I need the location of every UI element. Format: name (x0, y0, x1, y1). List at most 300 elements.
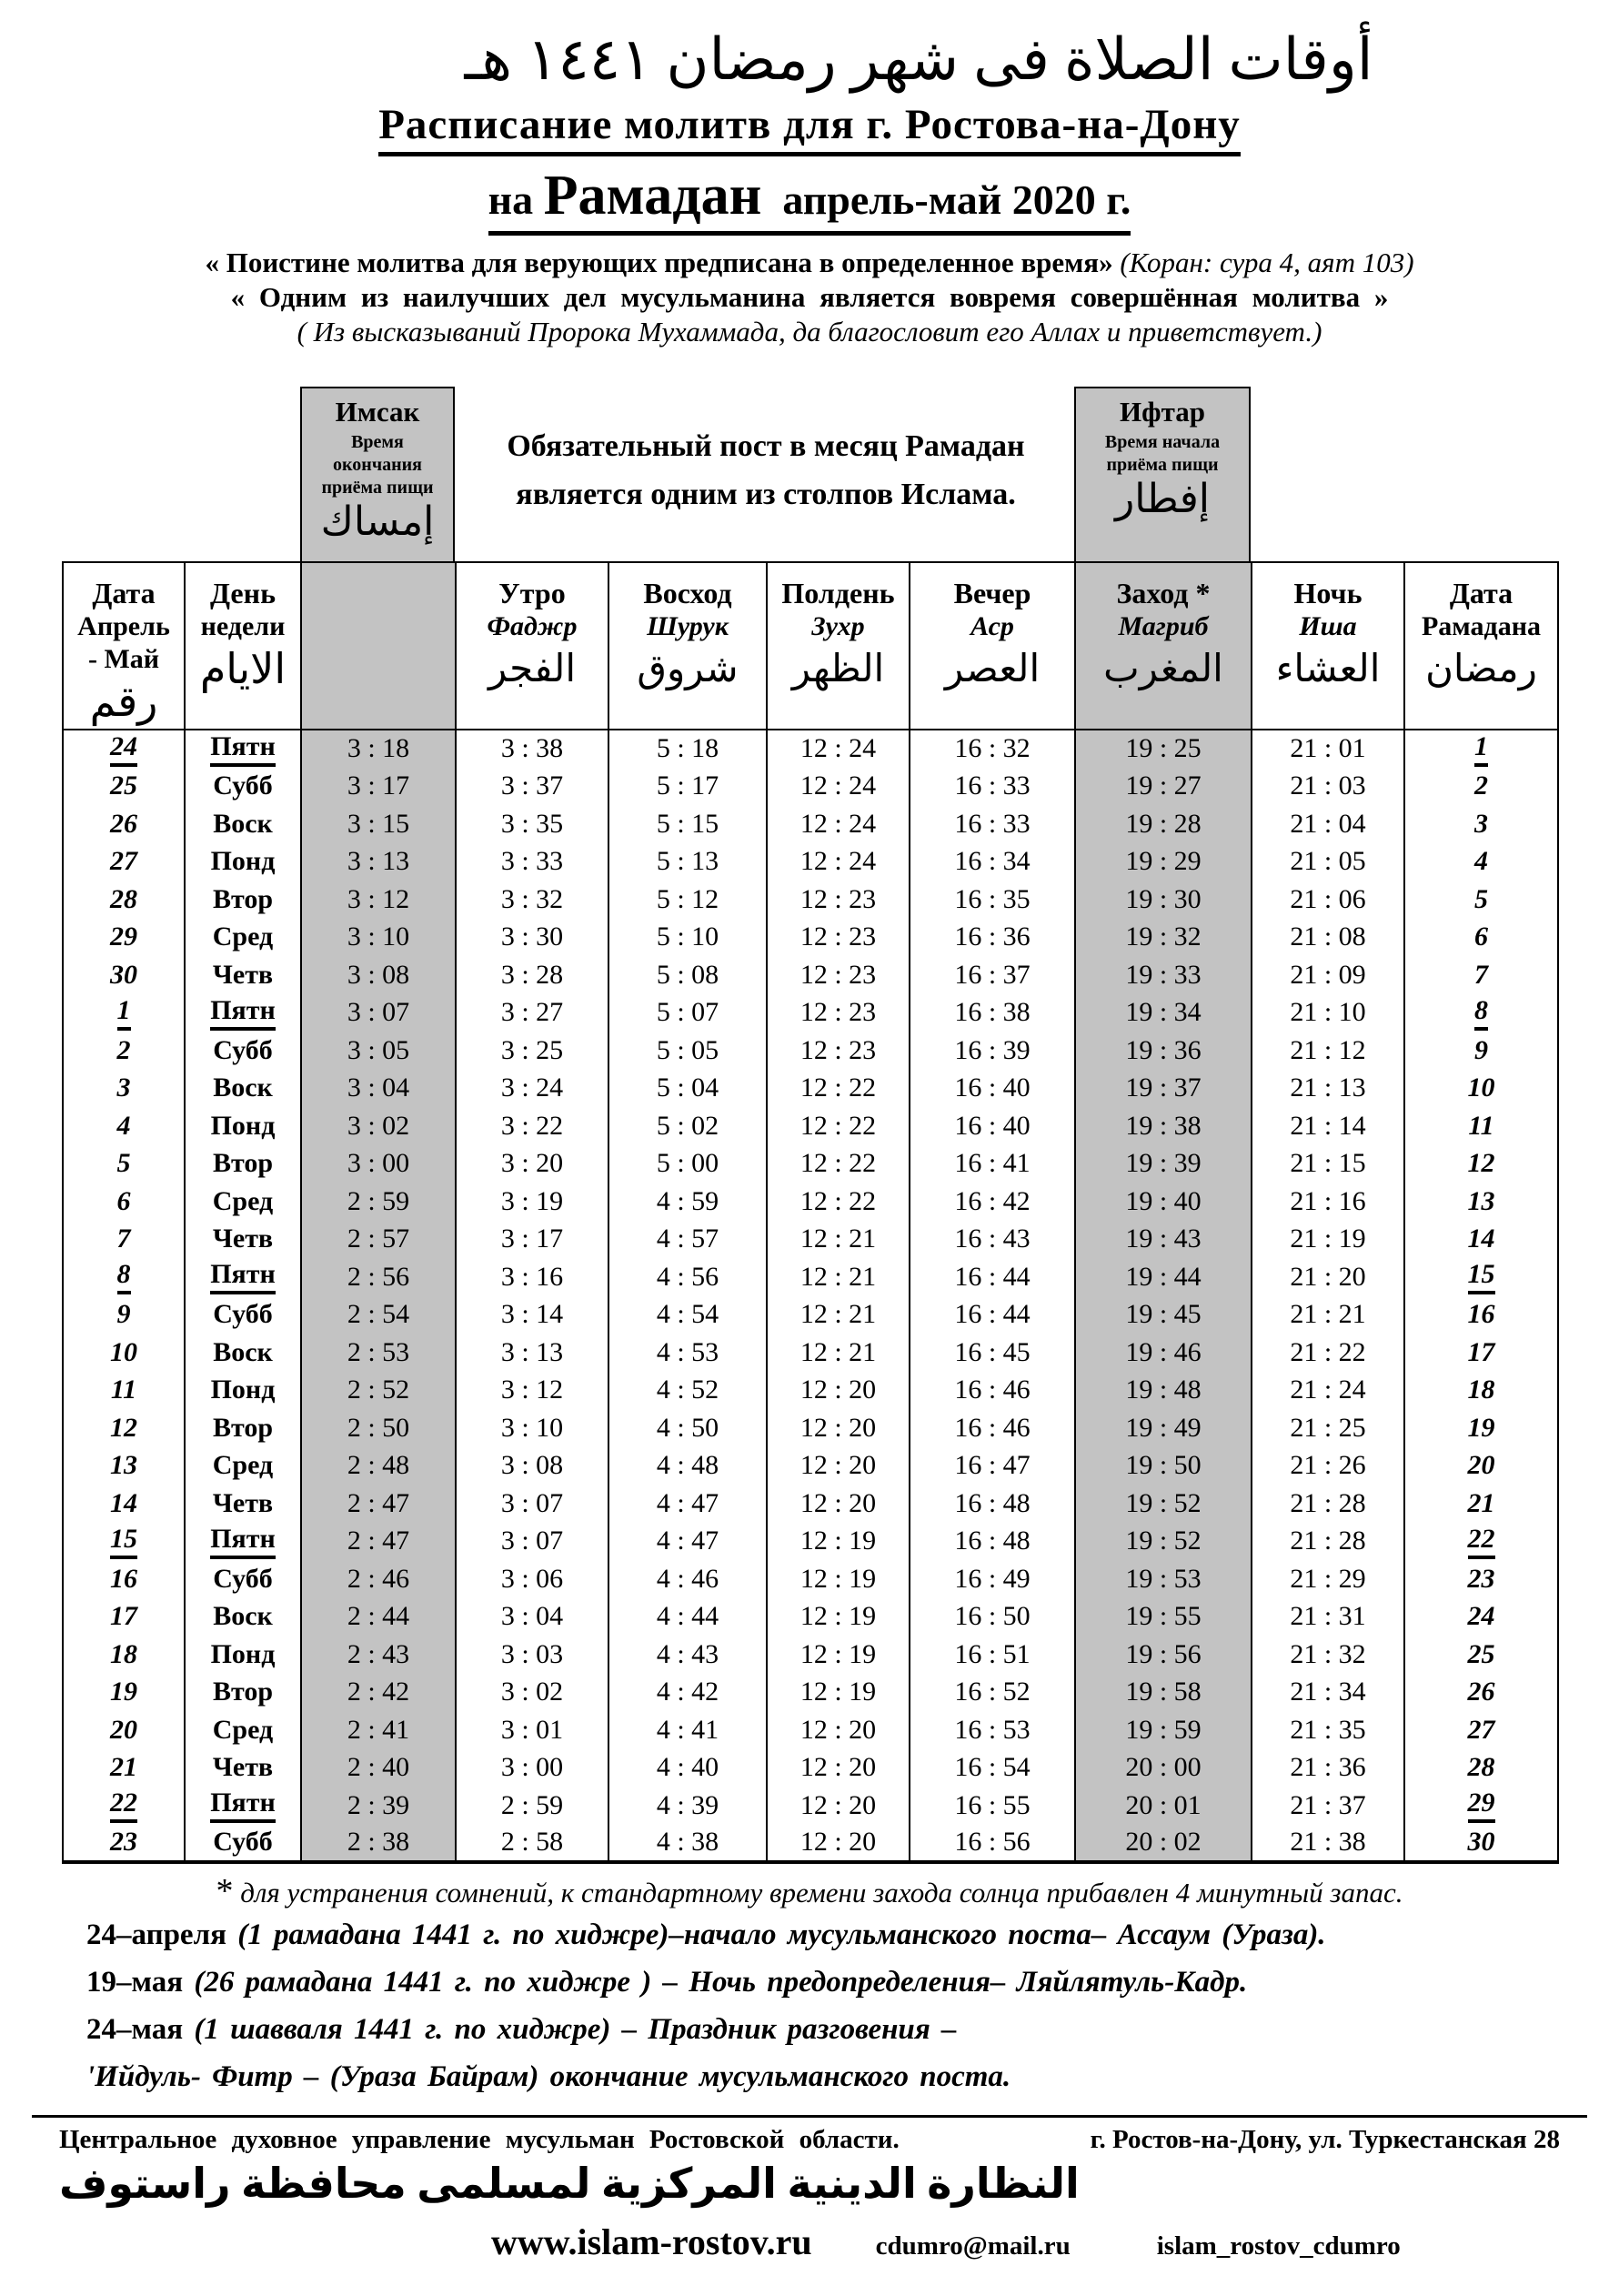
cell-fajr: 3 : 16 (456, 1258, 608, 1296)
cell-date: 16 (63, 1560, 185, 1598)
cell-imsak: 3 : 13 (301, 843, 456, 881)
cell-shuruk: 4 : 41 (608, 1711, 767, 1749)
cell-isha: 21 : 19 (1252, 1221, 1404, 1259)
table-row (63, 768, 1558, 806)
cell-maghrib: 20 : 02 (1075, 1825, 1252, 1863)
cell-isha: 21 : 26 (1252, 1447, 1404, 1485)
cell-asr: 16 : 40 (910, 1070, 1075, 1108)
cell-day: Субб (185, 1032, 301, 1070)
cell-zuhr: 12 : 22 (767, 1070, 910, 1108)
cell-imsak: 3 : 12 (301, 881, 456, 919)
cell-maghrib: 19 : 44 (1075, 1258, 1252, 1296)
cell-shuruk: 5 : 12 (608, 881, 767, 919)
cell-fajr: 3 : 10 (456, 1409, 608, 1447)
cell-isha: 21 : 28 (1252, 1485, 1404, 1523)
cell-fajr: 3 : 33 (456, 843, 608, 881)
cell-imsak: 2 : 53 (301, 1334, 456, 1372)
cell-asr: 16 : 44 (910, 1258, 1075, 1296)
quote-koran (0, 247, 1619, 279)
cell-shuruk: 4 : 56 (608, 1258, 767, 1296)
table-row (63, 1598, 1558, 1636)
cell-shuruk: 4 : 52 (608, 1372, 767, 1410)
cell-fajr: 3 : 30 (456, 919, 608, 957)
cell-ramadan: 3 (1404, 805, 1558, 843)
cell-maghrib: 19 : 38 (1075, 1107, 1252, 1145)
cell-zuhr: 12 : 24 (767, 843, 910, 881)
cell-maghrib: 19 : 36 (1075, 1032, 1252, 1070)
cell-day: Втор (185, 1674, 301, 1712)
header-zuhr: Полдень Зухр الظهر (767, 562, 910, 730)
cell-maghrib: 20 : 01 (1075, 1787, 1252, 1825)
title-main-text: Расписание молитв для г. Ростова-на-Дону (378, 100, 1241, 156)
cell-asr: 16 : 45 (910, 1334, 1075, 1372)
table-row (63, 1334, 1558, 1372)
cell-day: Воск (185, 1334, 301, 1372)
cell-imsak: 2 : 54 (301, 1296, 456, 1334)
cell-isha: 21 : 24 (1252, 1372, 1404, 1410)
cell-maghrib: 19 : 50 (1075, 1447, 1252, 1485)
cell-isha: 21 : 14 (1252, 1107, 1404, 1145)
table-row (63, 1372, 1558, 1410)
cell-fajr: 3 : 27 (456, 994, 608, 1032)
table-row (63, 1145, 1558, 1183)
cell-asr: 16 : 51 (910, 1636, 1075, 1674)
cell-imsak: 2 : 50 (301, 1409, 456, 1447)
cell-imsak: 3 : 07 (301, 994, 456, 1032)
footnote-fast-start: 24–апреля (1 рамадана 1441 г. по хиджре)–начало мусульманского поста– Ассаум (Ураза). (86, 1918, 1326, 1951)
table-row (63, 843, 1558, 881)
cell-ramadan: 15 (1404, 1258, 1558, 1296)
cell-isha: 21 : 22 (1252, 1334, 1404, 1372)
cell-zuhr: 12 : 23 (767, 919, 910, 957)
cell-shuruk: 4 : 47 (608, 1485, 767, 1523)
cell-zuhr: 12 : 21 (767, 1258, 910, 1296)
cell-isha: 21 : 12 (1252, 1032, 1404, 1070)
cell-zuhr: 12 : 21 (767, 1221, 910, 1259)
header-maghrib: Заход * Магриб المغرب (1075, 562, 1252, 730)
iftar-box (1074, 387, 1251, 561)
cell-asr: 16 : 42 (910, 1183, 1075, 1221)
cell-date: 28 (63, 881, 185, 919)
cell-ramadan: 25 (1404, 1636, 1558, 1674)
cell-isha: 21 : 28 (1252, 1523, 1404, 1561)
cell-fajr: 3 : 07 (456, 1485, 608, 1523)
cell-asr: 16 : 47 (910, 1447, 1075, 1485)
cell-imsak: 3 : 00 (301, 1145, 456, 1183)
cell-zuhr: 12 : 23 (767, 956, 910, 994)
prayer-timetable (62, 561, 1559, 1864)
cell-date: 23 (63, 1825, 185, 1863)
cell-shuruk: 4 : 54 (608, 1296, 767, 1334)
header-isha: Ночь Иша العشاء (1252, 562, 1404, 730)
table-row (63, 1523, 1558, 1561)
cell-shuruk: 5 : 02 (608, 1107, 767, 1145)
cell-zuhr: 12 : 24 (767, 768, 910, 806)
cell-day: Субб (185, 1825, 301, 1863)
cell-isha: 21 : 34 (1252, 1674, 1404, 1712)
cell-date: 30 (63, 956, 185, 994)
cell-asr: 16 : 56 (910, 1825, 1075, 1863)
table-row (63, 805, 1558, 843)
cell-zuhr: 12 : 22 (767, 1145, 910, 1183)
cell-ramadan: 8 (1404, 994, 1558, 1032)
cell-fajr: 3 : 13 (456, 1334, 608, 1372)
cell-fajr: 3 : 01 (456, 1711, 608, 1749)
cell-date: 14 (63, 1485, 185, 1523)
cell-imsak: 2 : 38 (301, 1825, 456, 1863)
subtitle-ramadan: Рамадан (543, 165, 762, 227)
fasting-statement-line2: является одним из столпов Ислама. (516, 477, 1016, 511)
cell-day: Пятн (185, 1523, 301, 1561)
cell-asr: 16 : 38 (910, 994, 1075, 1032)
cell-date: 15 (63, 1523, 185, 1561)
cell-day: Пятн (185, 1258, 301, 1296)
cell-fajr: 2 : 58 (456, 1825, 608, 1863)
cell-isha: 21 : 09 (1252, 956, 1404, 994)
cell-date: 11 (63, 1372, 185, 1410)
cell-imsak: 2 : 46 (301, 1560, 456, 1598)
cell-shuruk: 5 : 10 (608, 919, 767, 957)
header-asr: Вечер Аср العصر (910, 562, 1075, 730)
cell-day: Пятн (185, 1787, 301, 1825)
cell-ramadan: 26 (1404, 1674, 1558, 1712)
cell-shuruk: 5 : 07 (608, 994, 767, 1032)
cell-isha: 21 : 08 (1252, 919, 1404, 957)
imsak-description: Время окончания приёма пищи (321, 432, 434, 498)
cell-fajr: 3 : 02 (456, 1674, 608, 1712)
cell-maghrib: 19 : 59 (1075, 1711, 1252, 1749)
cell-shuruk: 4 : 47 (608, 1523, 767, 1561)
cell-imsak: 3 : 15 (301, 805, 456, 843)
cell-ramadan: 2 (1404, 768, 1558, 806)
header-row (63, 562, 1558, 730)
cell-asr: 16 : 48 (910, 1523, 1075, 1561)
footer-address: г. Ростов-на-Дону, ул. Туркестанская 28 (1090, 2125, 1560, 2154)
cell-ramadan: 18 (1404, 1372, 1558, 1410)
cell-ramadan: 21 (1404, 1485, 1558, 1523)
quote-hadith-source: ( Из высказываний Пророка Мухаммада, да благословит его Аллах и приветствует.) (297, 316, 1322, 347)
footnote-sunset: * для устранения сомнений, к стандартному времени захода солнца прибавлен 4 минутный запас. (216, 1872, 1403, 1910)
cell-asr: 16 : 35 (910, 881, 1075, 919)
cell-shuruk: 4 : 42 (608, 1674, 767, 1712)
cell-fajr: 3 : 25 (456, 1032, 608, 1070)
cell-maghrib: 19 : 27 (1075, 768, 1252, 806)
table-row (63, 1636, 1558, 1674)
cell-zuhr: 12 : 20 (767, 1485, 910, 1523)
asterisk: * (216, 1872, 234, 1910)
cell-day: Субб (185, 768, 301, 806)
cell-day: Сред (185, 919, 301, 957)
cell-date: 21 (63, 1749, 185, 1787)
cell-date: 26 (63, 805, 185, 843)
cell-zuhr: 12 : 20 (767, 1409, 910, 1447)
cell-fajr: 3 : 32 (456, 881, 608, 919)
table-row (63, 1825, 1558, 1863)
cell-imsak: 2 : 52 (301, 1372, 456, 1410)
cell-ramadan: 12 (1404, 1145, 1558, 1183)
cell-shuruk: 4 : 48 (608, 1447, 767, 1485)
fasting-statement-line1: Обязательный пост в месяц Рамадан (507, 429, 1025, 463)
cell-day: Субб (185, 1296, 301, 1334)
cell-ramadan: 6 (1404, 919, 1558, 957)
cell-maghrib: 19 : 56 (1075, 1636, 1252, 1674)
cell-fajr: 3 : 24 (456, 1070, 608, 1108)
cell-shuruk: 4 : 59 (608, 1183, 767, 1221)
cell-date: 9 (63, 1296, 185, 1334)
footer-email: cdumro@mail.ru (875, 2231, 1071, 2261)
footer-org-line (59, 2125, 1560, 2155)
cell-imsak: 2 : 43 (301, 1636, 456, 1674)
cell-zuhr: 12 : 19 (767, 1523, 910, 1561)
cell-asr: 16 : 41 (910, 1145, 1075, 1183)
cell-zuhr: 12 : 19 (767, 1560, 910, 1598)
cell-shuruk: 4 : 46 (608, 1560, 767, 1598)
cell-zuhr: 12 : 21 (767, 1296, 910, 1334)
cell-day: Понд (185, 1636, 301, 1674)
cell-imsak: 2 : 42 (301, 1674, 456, 1712)
cell-shuruk: 4 : 38 (608, 1825, 767, 1863)
cell-fajr: 3 : 00 (456, 1749, 608, 1787)
cell-isha: 21 : 04 (1252, 805, 1404, 843)
cell-asr: 16 : 40 (910, 1107, 1075, 1145)
table-row (63, 1787, 1558, 1825)
cell-asr: 16 : 49 (910, 1560, 1075, 1598)
cell-zuhr: 12 : 23 (767, 1032, 910, 1070)
table-row (63, 1674, 1558, 1712)
table-row (63, 919, 1558, 957)
cell-fajr: 3 : 03 (456, 1636, 608, 1674)
cell-imsak: 2 : 47 (301, 1485, 456, 1523)
cell-asr: 16 : 46 (910, 1372, 1075, 1410)
cell-ramadan: 7 (1404, 956, 1558, 994)
cell-ramadan: 1 (1404, 730, 1558, 768)
cell-asr: 16 : 43 (910, 1221, 1075, 1259)
cell-asr: 16 : 50 (910, 1598, 1075, 1636)
table-row (63, 1070, 1558, 1108)
cell-date: 3 (63, 1070, 185, 1108)
cell-day: Четв (185, 956, 301, 994)
cell-maghrib: 19 : 30 (1075, 881, 1252, 919)
cell-asr: 16 : 48 (910, 1485, 1075, 1523)
cell-imsak: 2 : 41 (301, 1711, 456, 1749)
cell-maghrib: 19 : 34 (1075, 994, 1252, 1032)
cell-ramadan: 5 (1404, 881, 1558, 919)
cell-maghrib: 19 : 29 (1075, 843, 1252, 881)
table-row (63, 1409, 1558, 1447)
subtitle-suffix: апрель-май 2020 г. (782, 176, 1131, 223)
iftar-description: Время начала приёма пищи (1104, 432, 1221, 475)
table-row (63, 1183, 1558, 1221)
cell-imsak: 2 : 44 (301, 1598, 456, 1636)
cell-shuruk: 5 : 00 (608, 1145, 767, 1183)
cell-day: Сред (185, 1183, 301, 1221)
cell-imsak: 3 : 18 (301, 730, 456, 768)
cell-asr: 16 : 54 (910, 1749, 1075, 1787)
cell-maghrib: 19 : 53 (1075, 1560, 1252, 1598)
cell-date: 12 (63, 1409, 185, 1447)
cell-imsak: 3 : 08 (301, 956, 456, 994)
cell-isha: 21 : 15 (1252, 1145, 1404, 1183)
cell-imsak: 3 : 17 (301, 768, 456, 806)
cell-ramadan: 22 (1404, 1523, 1558, 1561)
cell-day: Понд (185, 843, 301, 881)
cell-isha: 21 : 21 (1252, 1296, 1404, 1334)
header-ramadan-date: Дата Рамадана رمضان (1404, 562, 1558, 730)
cell-maghrib: 19 : 52 (1075, 1523, 1252, 1561)
cell-maghrib: 19 : 32 (1075, 919, 1252, 957)
cell-ramadan: 29 (1404, 1787, 1558, 1825)
cell-ramadan: 20 (1404, 1447, 1558, 1485)
cell-fajr: 3 : 17 (456, 1221, 608, 1259)
cell-date: 18 (63, 1636, 185, 1674)
cell-maghrib: 19 : 39 (1075, 1145, 1252, 1183)
quote-hadith: « Одним из наилучших дел мусульманина является вовремя совершённая молитва » (230, 281, 1389, 313)
imsak-arabic: إمساك (320, 499, 435, 544)
cell-shuruk: 5 : 05 (608, 1032, 767, 1070)
cell-day: Втор (185, 1145, 301, 1183)
cell-date: 24 (63, 730, 185, 768)
cell-maghrib: 19 : 40 (1075, 1183, 1252, 1221)
title-subtitle-text (488, 164, 1131, 236)
fasting-statement (462, 423, 1070, 519)
cell-isha: 21 : 38 (1252, 1825, 1404, 1863)
footer-contacts (0, 2220, 1619, 2263)
cell-imsak: 3 : 05 (301, 1032, 456, 1070)
footer-organization: Центральное духовное управление мусульман Ростовской области. (59, 2125, 900, 2154)
cell-zuhr: 12 : 21 (767, 1334, 910, 1372)
cell-imsak: 3 : 04 (301, 1070, 456, 1108)
cell-zuhr: 12 : 22 (767, 1107, 910, 1145)
imsak-box (300, 387, 455, 561)
cell-zuhr: 12 : 20 (767, 1711, 910, 1749)
cell-isha: 21 : 16 (1252, 1183, 1404, 1221)
cell-fajr: 3 : 08 (456, 1447, 608, 1485)
cell-date: 8 (63, 1258, 185, 1296)
cell-day: Воск (185, 1070, 301, 1108)
cell-date: 25 (63, 768, 185, 806)
cell-isha: 21 : 35 (1252, 1711, 1404, 1749)
cell-fajr: 3 : 12 (456, 1372, 608, 1410)
cell-maghrib: 19 : 58 (1075, 1674, 1252, 1712)
imsak-title: Имсак (335, 396, 420, 428)
cell-zuhr: 12 : 19 (767, 1674, 910, 1712)
table-row (63, 1221, 1558, 1259)
cell-date: 1 (63, 994, 185, 1032)
cell-date: 19 (63, 1674, 185, 1712)
table-row (63, 1296, 1558, 1334)
cell-zuhr: 12 : 20 (767, 1372, 910, 1410)
cell-date: 17 (63, 1598, 185, 1636)
cell-zuhr: 12 : 20 (767, 1447, 910, 1485)
cell-zuhr: 12 : 20 (767, 1787, 910, 1825)
table-row (63, 1749, 1558, 1787)
cell-fajr: 3 : 06 (456, 1560, 608, 1598)
header-date-april-may: Дата Апрель - Май رقم (63, 562, 185, 730)
cell-maghrib: 19 : 55 (1075, 1598, 1252, 1636)
cell-fajr: 3 : 20 (456, 1145, 608, 1183)
cell-isha: 21 : 13 (1252, 1070, 1404, 1108)
cell-day: Четв (185, 1485, 301, 1523)
footer-arabic: النظارة الدينية المركزية لمسلمى محافظة راستوف (59, 2160, 1080, 2207)
table-row (63, 1560, 1558, 1598)
cell-isha: 21 : 01 (1252, 730, 1404, 768)
cell-shuruk: 5 : 04 (608, 1070, 767, 1108)
cell-day: Сред (185, 1447, 301, 1485)
cell-ramadan: 19 (1404, 1409, 1558, 1447)
quote-koran-source: (Коран: сура 4, аят 103) (1120, 247, 1414, 278)
cell-ramadan: 27 (1404, 1711, 1558, 1749)
cell-ramadan: 30 (1404, 1825, 1558, 1863)
cell-day: Пятн (185, 730, 301, 768)
cell-day: Понд (185, 1372, 301, 1410)
cell-ramadan: 13 (1404, 1183, 1558, 1221)
cell-day: Сред (185, 1711, 301, 1749)
cell-imsak: 2 : 48 (301, 1447, 456, 1485)
cell-isha: 21 : 06 (1252, 881, 1404, 919)
cell-date: 27 (63, 843, 185, 881)
cell-imsak: 2 : 56 (301, 1258, 456, 1296)
cell-imsak: 3 : 02 (301, 1107, 456, 1145)
cell-fajr: 3 : 07 (456, 1523, 608, 1561)
cell-asr: 16 : 33 (910, 768, 1075, 806)
cell-zuhr: 12 : 23 (767, 994, 910, 1032)
cell-day: Воск (185, 1598, 301, 1636)
cell-zuhr: 12 : 19 (767, 1598, 910, 1636)
cell-zuhr: 12 : 24 (767, 730, 910, 768)
cell-ramadan: 24 (1404, 1598, 1558, 1636)
table-row (63, 1485, 1558, 1523)
cell-shuruk: 4 : 43 (608, 1636, 767, 1674)
title-arabic: أوقات الصلاة فى شهر رمضان ١٤٤١ هـ (464, 27, 1373, 92)
cell-maghrib: 19 : 25 (1075, 730, 1252, 768)
cell-shuruk: 4 : 44 (608, 1598, 767, 1636)
cell-shuruk: 5 : 08 (608, 956, 767, 994)
cell-ramadan: 9 (1404, 1032, 1558, 1070)
cell-asr: 16 : 39 (910, 1032, 1075, 1070)
subtitle-prefix: на (488, 176, 534, 223)
cell-fajr: 3 : 38 (456, 730, 608, 768)
cell-ramadan: 23 (1404, 1560, 1558, 1598)
cell-date: 20 (63, 1711, 185, 1749)
cell-isha: 21 : 20 (1252, 1258, 1404, 1296)
cell-date: 5 (63, 1145, 185, 1183)
cell-date: 10 (63, 1334, 185, 1372)
footer-social: islam_rostov_cdumro (1156, 2231, 1401, 2261)
table-row (63, 994, 1558, 1032)
table-row (63, 1107, 1558, 1145)
cell-asr: 16 : 53 (910, 1711, 1075, 1749)
cell-isha: 21 : 03 (1252, 768, 1404, 806)
cell-asr: 16 : 37 (910, 956, 1075, 994)
cell-maghrib: 19 : 28 (1075, 805, 1252, 843)
cell-zuhr: 12 : 19 (767, 1636, 910, 1674)
table-row (63, 1258, 1558, 1296)
cell-asr: 16 : 44 (910, 1296, 1075, 1334)
header-weekday: День недели الايام (185, 562, 301, 730)
table-row (63, 1447, 1558, 1485)
cell-date: 13 (63, 1447, 185, 1485)
cell-ramadan: 16 (1404, 1296, 1558, 1334)
cell-date: 6 (63, 1183, 185, 1221)
cell-ramadan: 14 (1404, 1221, 1558, 1259)
cell-isha: 21 : 36 (1252, 1749, 1404, 1787)
cell-isha: 21 : 05 (1252, 843, 1404, 881)
cell-shuruk: 4 : 39 (608, 1787, 767, 1825)
cell-asr: 16 : 32 (910, 730, 1075, 768)
cell-asr: 16 : 36 (910, 919, 1075, 957)
table-row (63, 956, 1558, 994)
cell-zuhr: 12 : 20 (767, 1825, 910, 1863)
